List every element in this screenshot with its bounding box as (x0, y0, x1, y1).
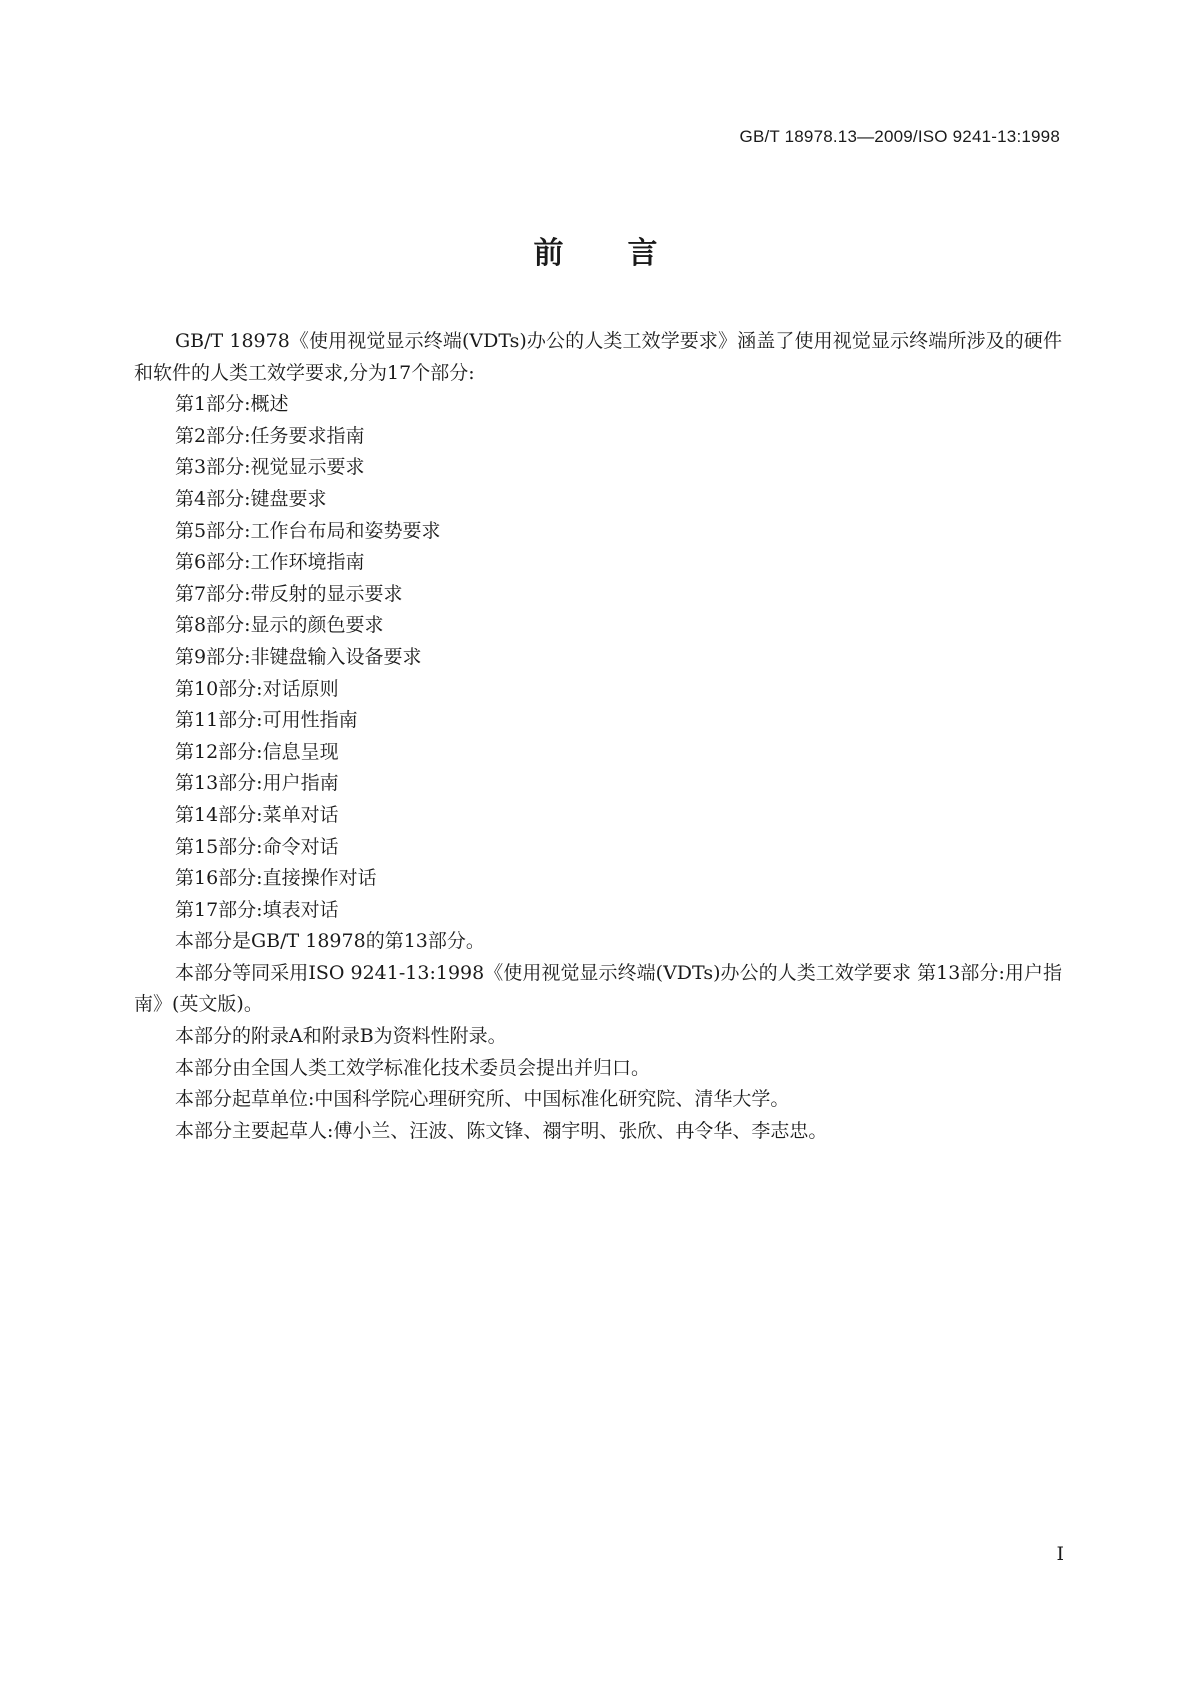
list-item: 第8部分:显示的颜色要求 (175, 614, 384, 637)
statement-paragraph: 本部分主要起草人:傅小兰、汪波、陈文锋、禤宇明、张欣、冉令华、李志忠。 (175, 1119, 828, 1142)
statement-paragraph: 本部分起草单位:中国科学院心理研究所、中国标准化研究院、清华大学。 (175, 1088, 790, 1111)
page-title: 前言 (533, 236, 722, 271)
list-item: 第1部分:概述 (175, 393, 289, 416)
list-item: 第17部分:填表对话 (175, 898, 339, 921)
list-item: 第2部分:任务要求指南 (175, 424, 365, 447)
list-item: 第4部分:键盘要求 (175, 487, 327, 510)
list-item: 第5部分:工作台布局和姿势要求 (175, 519, 441, 542)
standard-code-header: GB/T 18978.13—2009/ISO 9241-13:1998 (739, 127, 1060, 146)
intro-paragraph: GB/T 18978《使用视觉显示终端(VDTs)办公的人类工效学要求》涵盖了使用视觉显示终端所涉及的硬件和软件的人类工效学要求,分为17个部分: (134, 330, 1062, 384)
list-item: 第12部分:信息呈现 (175, 740, 339, 763)
statement-paragraph: 本部分的附录A和附录B为资料性附录。 (175, 1025, 507, 1048)
list-item: 第7部分:带反射的显示要求 (175, 582, 403, 605)
list-item: 第15部分:命令对话 (175, 835, 339, 858)
list-item: 第6部分:工作环境指南 (175, 551, 365, 574)
statement-paragraph: 本部分等同采用ISO 9241-13:1998《使用视觉显示终端(VDTs)办公的人类工效学要求 第13部分:用户指南》(英文版)。 (134, 961, 1062, 1016)
page-number: I (1056, 1543, 1064, 1565)
statement-paragraph: 本部分是GB/T 18978的第13部分。 (175, 930, 485, 953)
parts-list (134, 389, 1062, 926)
list-item: 第13部分:用户指南 (175, 772, 339, 795)
list-item: 第3部分:视觉显示要求 (175, 456, 365, 479)
list-item: 第11部分:可用性指南 (175, 709, 358, 732)
foreword-body (134, 326, 1062, 1147)
list-item: 第16部分:直接操作对话 (175, 867, 377, 890)
list-item: 第14部分:菜单对话 (175, 803, 339, 826)
statement-paragraph: 本部分由全国人类工效学标准化技术委员会提出并归口。 (175, 1056, 651, 1079)
list-item: 第10部分:对话原则 (175, 677, 339, 700)
list-item: 第9部分:非键盘输入设备要求 (175, 645, 422, 668)
